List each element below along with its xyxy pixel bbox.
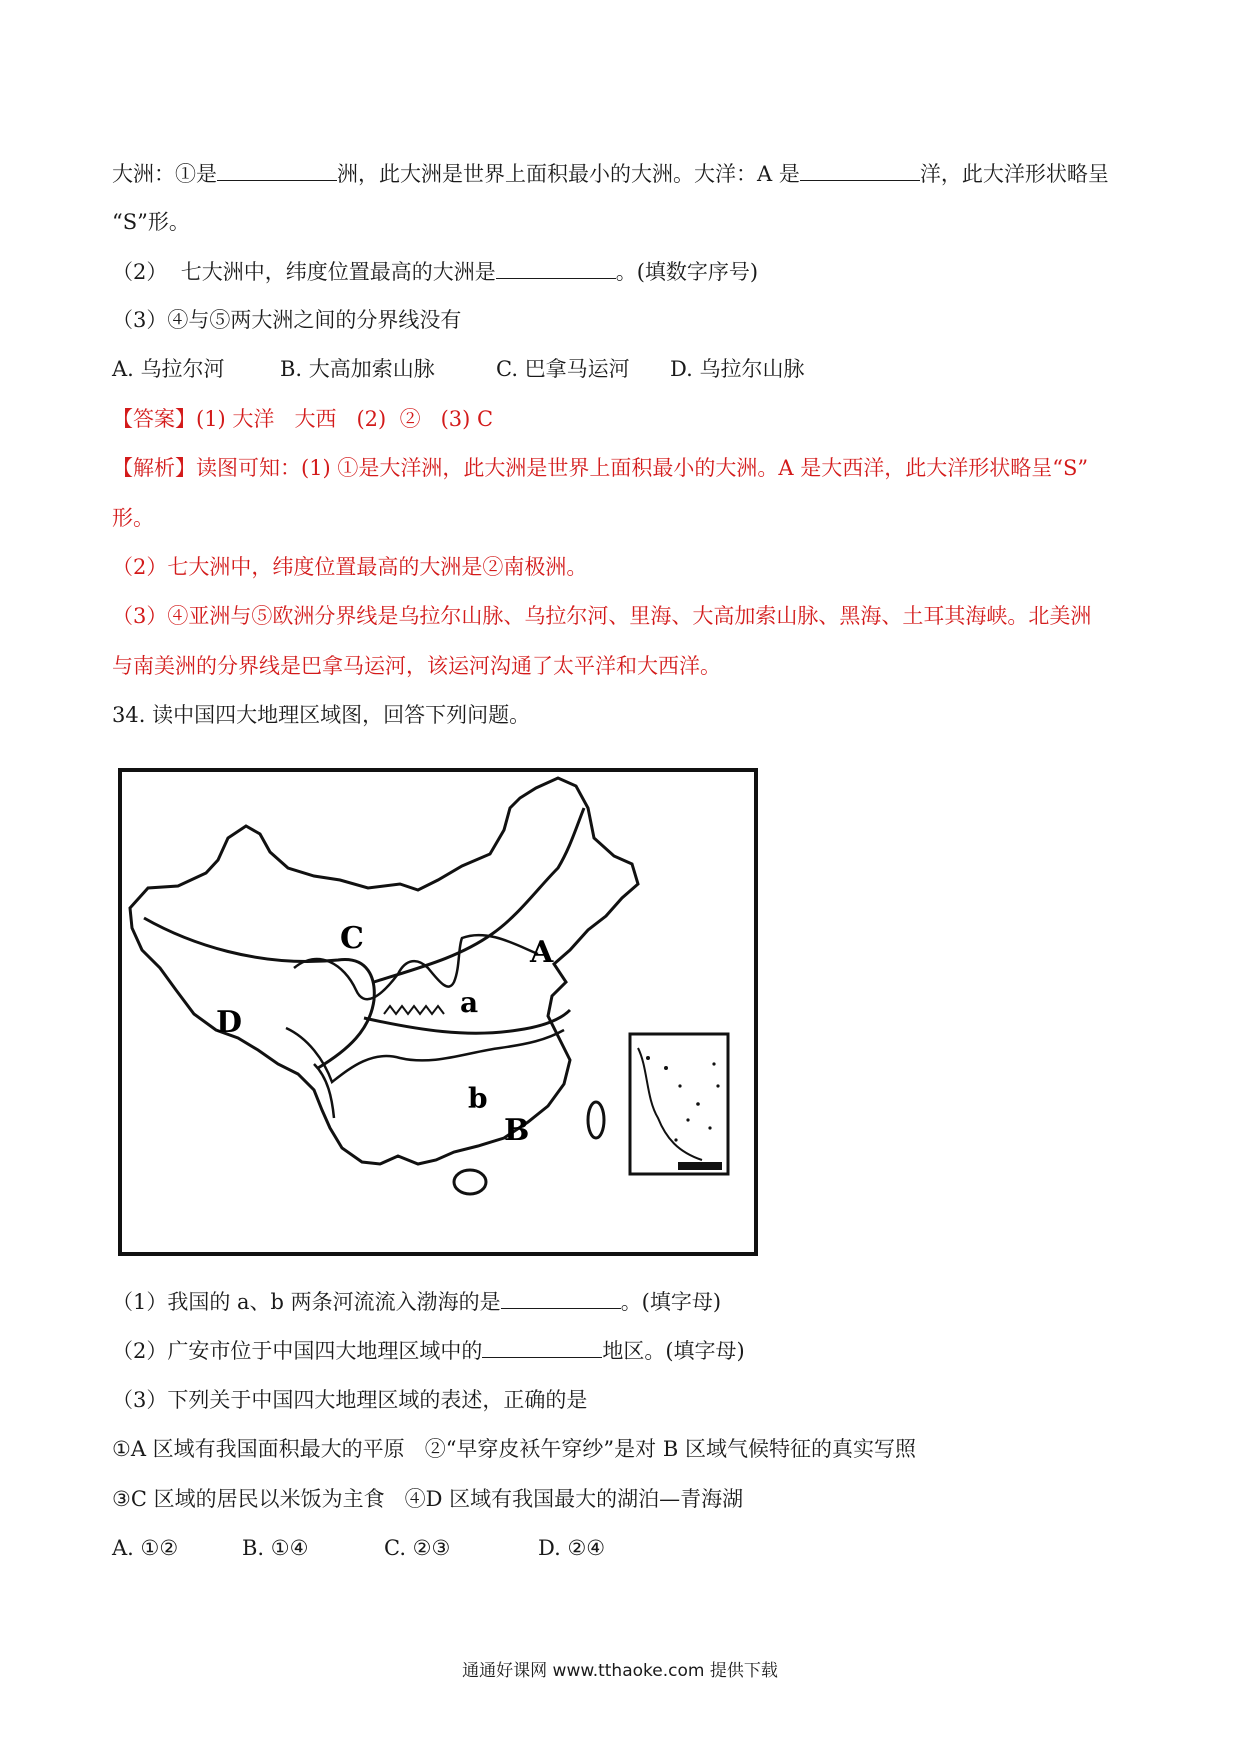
q34-option-d[interactable]: D. ②④ xyxy=(538,1536,606,1560)
analysis-text-1: 读图可知：(1) ①是大洋洲，此大洲是世界上面积最小的大洲。A 是大西洋，此大洋形状略呈“S” xyxy=(196,456,1089,480)
q33-option-b[interactable]: B. 大高加索山脉 xyxy=(280,357,435,381)
q33-line2: “S”形。 xyxy=(112,210,190,234)
map-label-d: D xyxy=(216,1005,243,1040)
q34-sub1 xyxy=(112,1286,721,1317)
q34-option-b[interactable]: B. ①④ xyxy=(242,1536,309,1560)
q33-analysis-3: （2）七大洲中，纬度位置最高的大洲是②南极洲。 xyxy=(112,555,588,579)
map-label-b: B xyxy=(504,1113,530,1148)
q34-sub1-suffix: 。(填字母) xyxy=(620,1290,722,1314)
q33-option-d[interactable]: D. 乌拉尔山脉 xyxy=(670,357,805,381)
q34-sub2-suffix: 地区。(填字母) xyxy=(602,1339,745,1363)
q33-option-a[interactable]: A. 乌拉尔河 xyxy=(112,357,225,381)
q33-option-c[interactable]: C. 巴拿马运河 xyxy=(496,357,630,381)
analysis-tag: 【解析】 xyxy=(112,456,196,480)
q33-analysis-5: 与南美洲的分界线是巴拿马运河，该运河沟通了太平洋和大西洋。 xyxy=(112,654,721,678)
q33-sub2-blank[interactable] xyxy=(496,256,616,279)
q33-sub2 xyxy=(112,256,758,287)
q33-line1-part-a: 大洲：①是 xyxy=(112,162,217,186)
q33-analysis-1 xyxy=(112,453,1088,483)
q34-sub1-blank[interactable] xyxy=(501,1286,621,1309)
inset-scale xyxy=(678,1162,722,1170)
map-label-river-b: b xyxy=(468,1082,488,1115)
map-label-c: C xyxy=(340,921,364,956)
q33-analysis-4: （3）④亚洲与⑤欧洲分界线是乌拉尔山脉、乌拉尔河、里海、大高加索山脉、黑海、土耳其海峡。北美洲 xyxy=(112,604,1092,628)
south-china-sea-inset xyxy=(630,1034,728,1174)
q33-sub2-suffix: 。(填数字序号) xyxy=(615,260,759,284)
q34-stem: 34. 读中国四大地理区域图，回答下列问题。 xyxy=(112,703,531,727)
page-footer: 通通好课网 www.tthaoke.com 提供下载 xyxy=(462,1661,778,1681)
q33-blank-continent[interactable] xyxy=(217,158,337,181)
q33-line1 xyxy=(112,158,1109,189)
q34-sub2-blank[interactable] xyxy=(482,1335,602,1358)
q34-sub2-text: （2）广安市位于中国四大地理区域中的 xyxy=(112,1339,483,1363)
q34-option-c[interactable]: C. ②③ xyxy=(384,1536,451,1560)
q33-line1-part-b: 洲，此大洲是世界上面积最小的大洲。大洋：A 是 xyxy=(337,162,800,186)
china-regions-map xyxy=(118,768,758,1256)
map-label-a: A xyxy=(530,935,554,970)
q34-option-a[interactable]: A. ①② xyxy=(112,1536,179,1560)
map-label-river-a: a xyxy=(460,986,479,1019)
q34-sub3: （3）下列关于中国四大地理区域的表述，正确的是 xyxy=(112,1388,588,1412)
answer-text: (1) 大洋 大西 (2) ② (3) C xyxy=(196,407,494,431)
q33-line1-part-c: 洋，此大洋形状略呈 xyxy=(919,162,1109,186)
q34-options xyxy=(112,1533,605,1563)
q33-sub2-text: （2） 七大洲中，纬度位置最高的大洲是 xyxy=(112,260,496,284)
q33-blank-ocean[interactable] xyxy=(800,158,920,181)
answer-tag: 【答案】 xyxy=(112,407,196,431)
q33-sub3: （3）④与⑤两大洲之间的分界线没有 xyxy=(112,308,462,332)
q34-sub1-text: （1）我国的 a、b 两条河流流入渤海的是 xyxy=(112,1290,501,1314)
q34-sub2 xyxy=(112,1335,745,1366)
q33-options xyxy=(112,354,804,384)
q33-analysis-2: 形。 xyxy=(112,506,154,530)
q34-statement-2: ③C 区域的居民以米饭为主食 ④D 区域有我国最大的湖泊—青海湖 xyxy=(112,1487,744,1511)
q33-answer xyxy=(112,404,493,434)
q34-statement-1: ①A 区域有我国面积最大的平原 ②“早穿皮袄午穿纱”是对 B 区域气候特征的真实写照 xyxy=(112,1437,916,1461)
